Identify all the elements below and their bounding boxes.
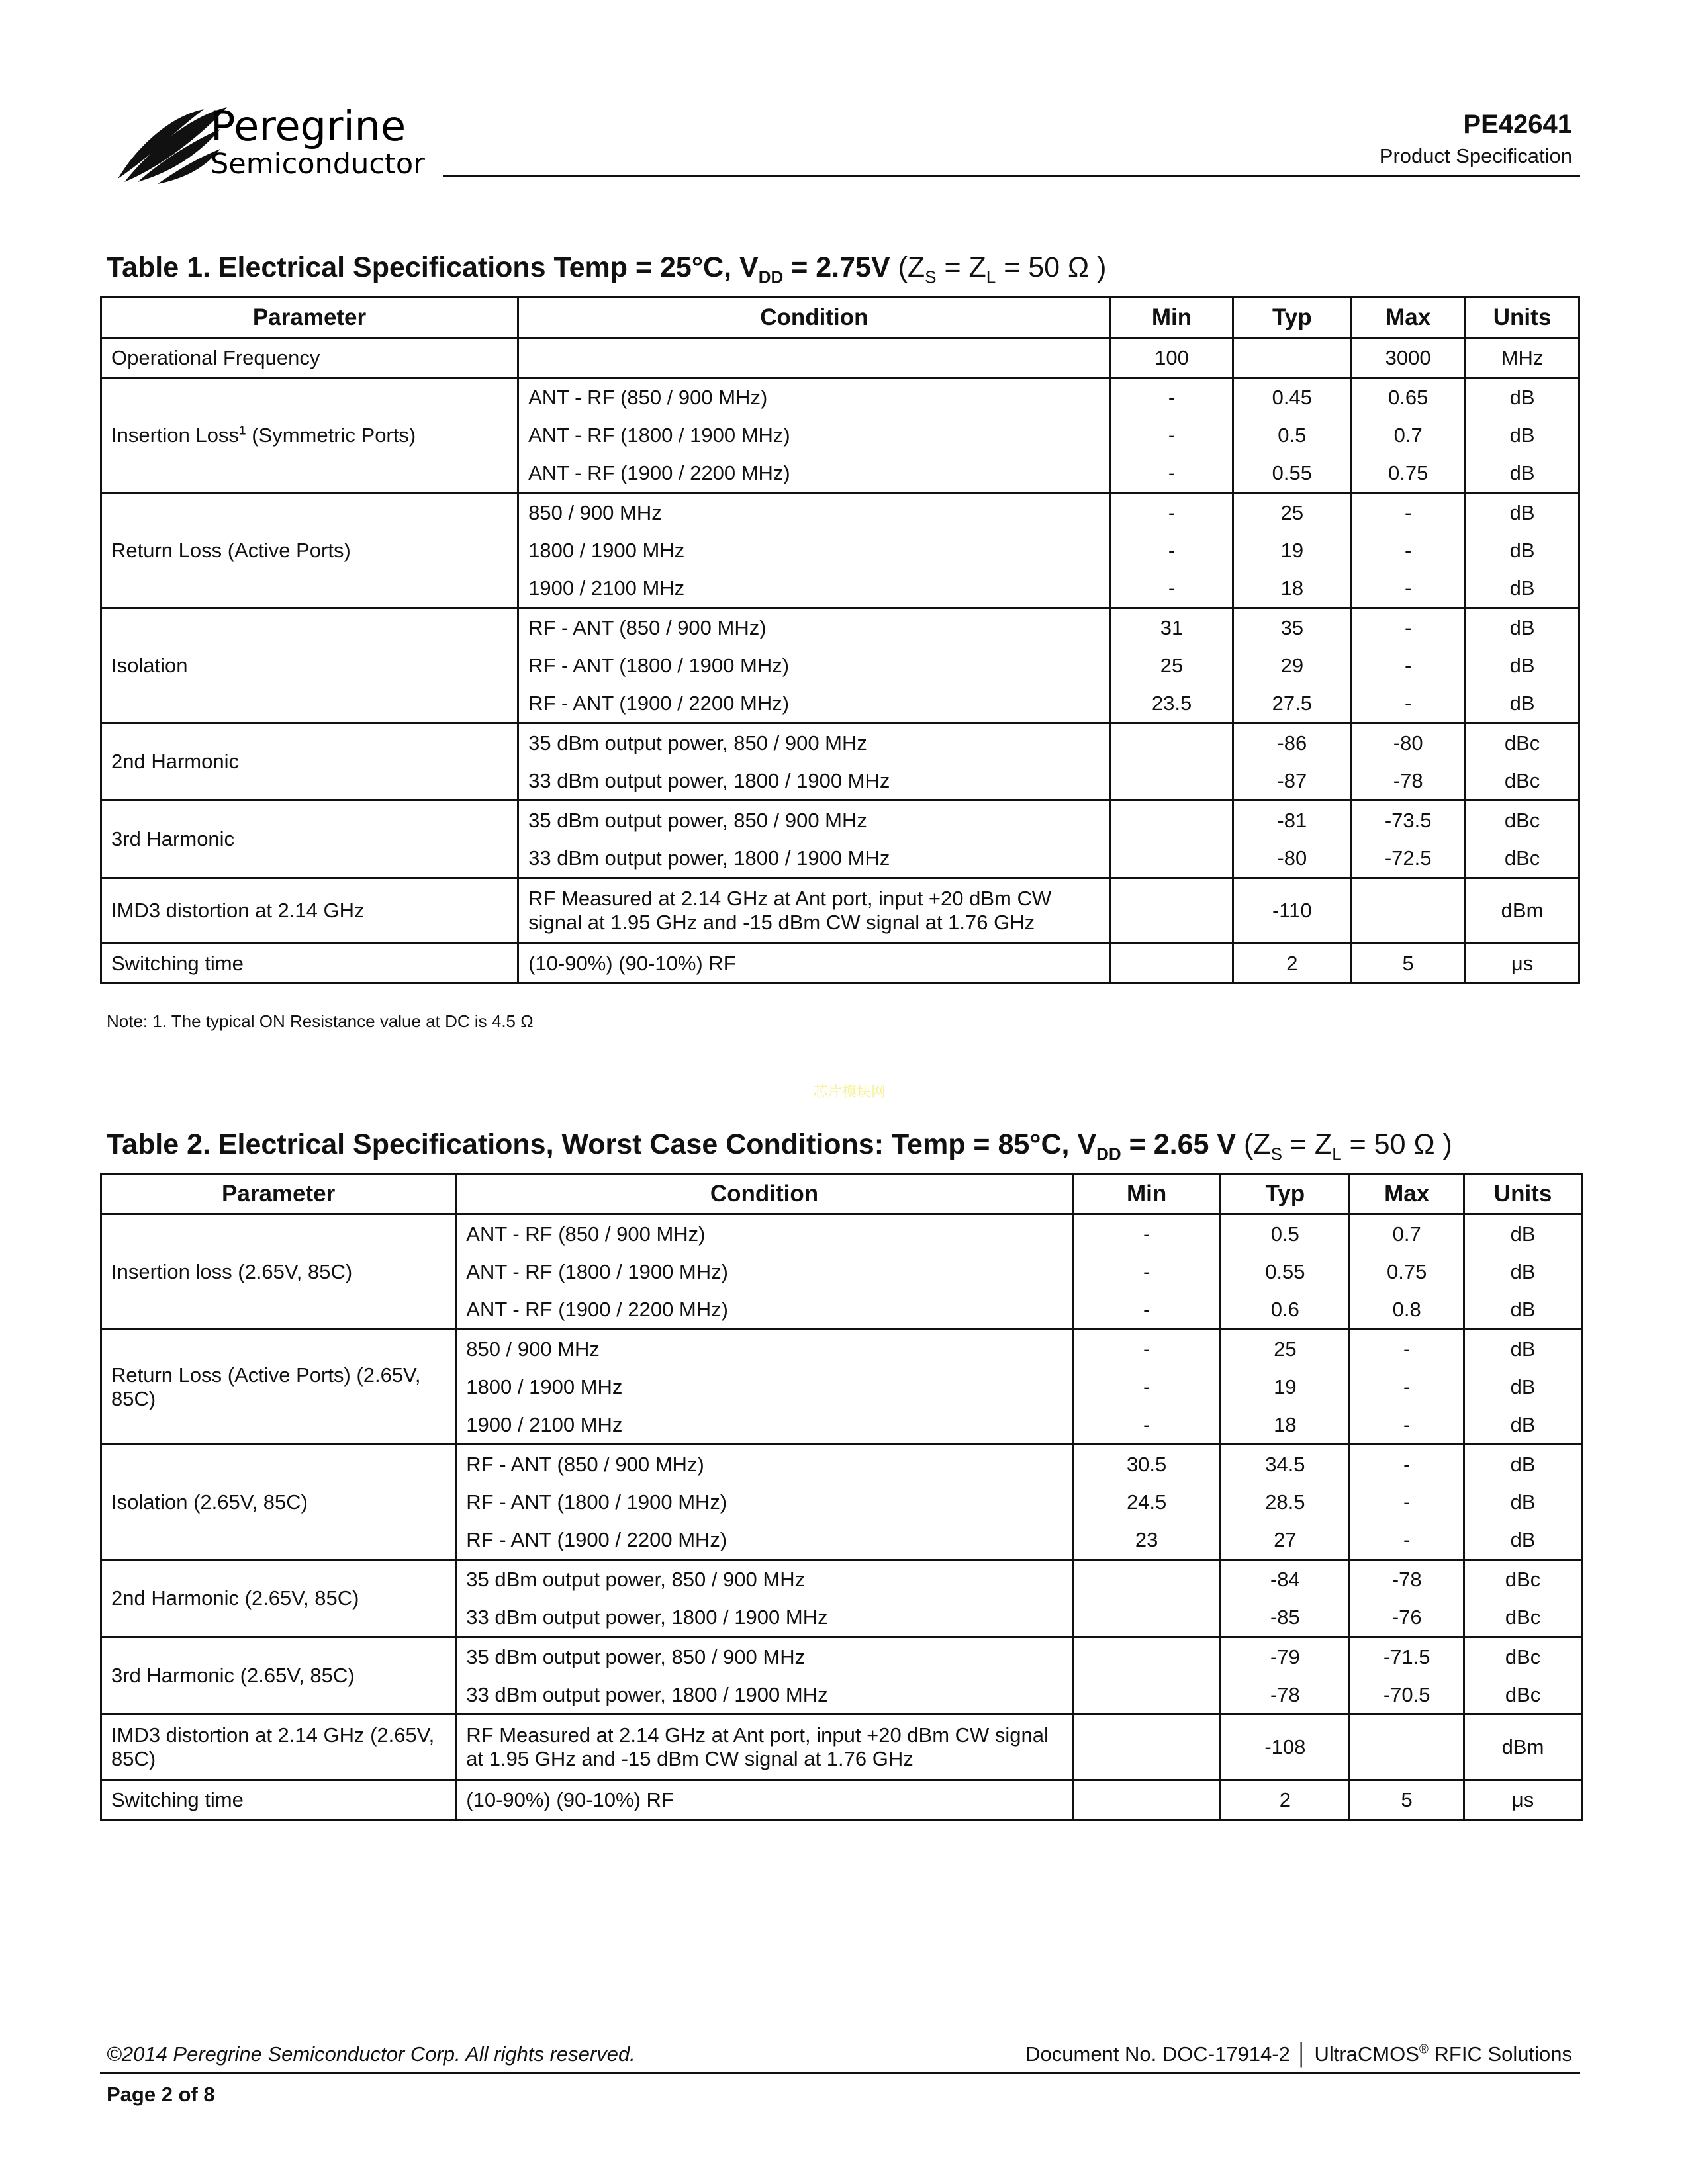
table-row (101, 1445, 1582, 1484)
column-header: Parameter (101, 298, 518, 338)
cond-cell: RF - ANT (850 / 900 MHz) (518, 608, 1111, 647)
max-cell: - (1350, 1483, 1464, 1521)
min-cell: - (1072, 1406, 1221, 1445)
max-cell: - (1350, 1445, 1464, 1484)
table-row (101, 723, 1579, 762)
max-cell: 0.8 (1350, 1291, 1464, 1330)
min-cell (1110, 801, 1233, 840)
cond-cell: RF - ANT (1900 / 2200 MHz) (518, 684, 1111, 723)
typ-cell: 28.5 (1221, 1483, 1350, 1521)
table-row (101, 1780, 1582, 1820)
typ-cell: 0.5 (1233, 416, 1351, 454)
units-cell: dBc (1466, 762, 1579, 801)
parameter-label: IMD3 distortion at 2.14 GHz (111, 899, 365, 922)
typ-cell: 35 (1233, 608, 1351, 647)
svg-text:Semiconductor: Semiconductor (211, 148, 425, 181)
parameter-cell (101, 338, 518, 378)
cond-cell: (10-90%) (90-10%) RF (518, 944, 1111, 983)
cond-cell: 35 dBm output power, 850 / 900 MHz (518, 723, 1111, 762)
typ-cell: 18 (1221, 1406, 1350, 1445)
min-cell (1072, 1598, 1221, 1637)
table-row (101, 608, 1579, 647)
footnote-ref: 1 (239, 424, 246, 438)
units-cell: μs (1464, 1780, 1582, 1820)
parameter-label: Return Loss (Active Ports) (111, 538, 351, 562)
parameter-label: 3rd Harmonic (2.65V, 85C) (111, 1664, 355, 1687)
max-cell: - (1351, 493, 1466, 532)
min-cell (1110, 878, 1233, 944)
min-cell: - (1110, 454, 1233, 493)
parameter-suffix: (Symmetric Ports) (246, 423, 416, 447)
table-row (101, 378, 1579, 417)
min-cell: 23 (1072, 1521, 1221, 1560)
cond-cell: RF - ANT (850 / 900 MHz) (456, 1445, 1072, 1484)
typ-cell: 29 (1233, 647, 1351, 684)
max-cell: -71.5 (1350, 1637, 1464, 1676)
parameter-cell (101, 944, 518, 983)
max-cell (1350, 1715, 1464, 1780)
units-cell: dB (1466, 454, 1579, 493)
cond-cell: 850 / 900 MHz (456, 1330, 1072, 1369)
units-cell: dBc (1464, 1637, 1582, 1676)
table-row (101, 801, 1579, 840)
parameter-label: IMD3 distortion at 2.14 GHz (2.65V, 85C) (111, 1723, 435, 1770)
typ-cell: 19 (1233, 531, 1351, 569)
cond-cell: 33 dBm output power, 1800 / 1900 MHz (456, 1598, 1072, 1637)
typ-cell: 2 (1221, 1780, 1350, 1820)
column-header: Parameter (101, 1174, 456, 1214)
parameter-label: Insertion loss (2.65V, 85C) (111, 1259, 353, 1283)
typ-cell: -108 (1221, 1715, 1350, 1780)
units-cell: dB (1464, 1330, 1582, 1369)
units-cell: dBc (1464, 1598, 1582, 1637)
column-header: Condition (456, 1174, 1072, 1214)
cond-cell: ANT - RF (850 / 900 MHz) (518, 378, 1111, 417)
units-cell: dBc (1466, 801, 1579, 840)
typ-cell: -87 (1233, 762, 1351, 801)
typ-cell: 2 (1233, 944, 1351, 983)
footer-rule (100, 2072, 1580, 2074)
parameter-cell (101, 1715, 456, 1780)
typ-cell: -78 (1221, 1676, 1350, 1715)
table1-electrical-specs (100, 296, 1580, 984)
cond-cell: 35 dBm output power, 850 / 900 MHz (456, 1560, 1072, 1599)
units-cell: dB (1466, 416, 1579, 454)
typ-cell: 0.55 (1221, 1253, 1350, 1291)
max-cell: - (1350, 1521, 1464, 1560)
parameter-cell (101, 1780, 456, 1820)
min-cell: - (1110, 378, 1233, 417)
max-cell (1351, 878, 1466, 944)
cond-cell: RF - ANT (1800 / 1900 MHz) (456, 1483, 1072, 1521)
cond-cell: 33 dBm output power, 1800 / 1900 MHz (518, 839, 1111, 878)
header-rule (443, 175, 1580, 177)
max-cell: 3000 (1351, 338, 1466, 378)
parameter-label: Isolation (2.65V, 85C) (111, 1490, 308, 1514)
parameter-cell (101, 378, 518, 493)
max-cell: 5 (1351, 944, 1466, 983)
min-cell (1072, 1676, 1221, 1715)
part-number: PE42641 (1463, 110, 1572, 139)
min-cell (1110, 944, 1233, 983)
header-row (101, 298, 1579, 338)
typ-cell: 25 (1221, 1330, 1350, 1369)
units-cell: dB (1466, 569, 1579, 608)
min-cell: 31 (1110, 608, 1233, 647)
cond-cell: 1800 / 1900 MHz (518, 531, 1111, 569)
max-cell: 0.75 (1351, 454, 1466, 493)
cond-cell: RF - ANT (1900 / 2200 MHz) (456, 1521, 1072, 1560)
parameter-label: Operational Frequency (111, 345, 320, 369)
svg-text:Peregrine: Peregrine (211, 102, 406, 150)
table-row (101, 1637, 1582, 1676)
doc-type: Product Specification (1379, 144, 1572, 167)
page-number: Page 2 of 8 (107, 2083, 215, 2106)
typ-cell: 25 (1233, 493, 1351, 532)
min-cell (1072, 1715, 1221, 1780)
parameter-cell (101, 1637, 456, 1715)
units-cell: dB (1464, 1291, 1582, 1330)
units-cell: dBm (1466, 878, 1579, 944)
cond-cell: ANT - RF (1900 / 2200 MHz) (456, 1291, 1072, 1330)
min-cell (1072, 1637, 1221, 1676)
max-cell: 0.75 (1350, 1253, 1464, 1291)
header-row (101, 1174, 1582, 1214)
max-cell: -78 (1350, 1560, 1464, 1599)
parameter-label: Switching time (111, 1788, 244, 1811)
units-cell: dB (1464, 1368, 1582, 1406)
units-cell: dB (1466, 647, 1579, 684)
typ-cell: -80 (1233, 839, 1351, 878)
min-cell: - (1110, 416, 1233, 454)
units-cell: dB (1464, 1521, 1582, 1560)
units-cell: dB (1466, 493, 1579, 532)
min-cell: - (1072, 1253, 1221, 1291)
typ-cell: 0.5 (1221, 1214, 1350, 1253)
typ-cell: -79 (1221, 1637, 1350, 1676)
cond-cell: ANT - RF (1800 / 1900 MHz) (456, 1253, 1072, 1291)
typ-cell: 0.45 (1233, 378, 1351, 417)
column-header: Units (1464, 1174, 1582, 1214)
cond-cell: 1900 / 2100 MHz (518, 569, 1111, 608)
min-cell: 25 (1110, 647, 1233, 684)
min-cell: 24.5 (1072, 1483, 1221, 1521)
max-cell: - (1350, 1406, 1464, 1445)
units-cell: dBc (1466, 839, 1579, 878)
units-cell: dBm (1464, 1715, 1582, 1780)
cond-cell: RF Measured at 2.14 GHz at Ant port, input +20 dBm CW signal at 1.95 GHz and -15 dBm CW signal at 1.76 GHz (518, 878, 1111, 944)
parameter-cell (101, 1330, 456, 1445)
cond-cell: 35 dBm output power, 850 / 900 MHz (456, 1637, 1072, 1676)
min-cell (1072, 1560, 1221, 1599)
cond-cell: 1800 / 1900 MHz (456, 1368, 1072, 1406)
parameter-cell (101, 493, 518, 608)
min-cell (1110, 762, 1233, 801)
min-cell: 23.5 (1110, 684, 1233, 723)
parameter-label: 2nd Harmonic (2.65V, 85C) (111, 1586, 359, 1610)
min-cell: 30.5 (1072, 1445, 1221, 1484)
typ-cell: 19 (1221, 1368, 1350, 1406)
units-cell: dB (1466, 684, 1579, 723)
min-cell: 100 (1110, 338, 1233, 378)
min-cell (1110, 723, 1233, 762)
table1-title: Table 1. Electrical Specifications Temp = 25°C, $V_{DD} = 2.75V$ ($Z_S = Z_L = 50$ Ω ) (107, 251, 1107, 287)
min-cell: - (1072, 1291, 1221, 1330)
column-header: Min (1110, 298, 1233, 338)
parameter-cell (101, 801, 518, 878)
cond-cell: ANT - RF (1800 / 1900 MHz) (518, 416, 1111, 454)
min-cell (1110, 839, 1233, 878)
units-cell: μs (1466, 944, 1579, 983)
min-cell: - (1072, 1330, 1221, 1369)
max-cell: - (1351, 684, 1466, 723)
column-header: Min (1072, 1174, 1221, 1214)
cond-cell: RF - ANT (1800 / 1900 MHz) (518, 647, 1111, 684)
table-row (101, 493, 1579, 532)
max-cell: - (1351, 531, 1466, 569)
max-cell: -80 (1351, 723, 1466, 762)
typ-cell: 18 (1233, 569, 1351, 608)
units-cell: dB (1466, 378, 1579, 417)
column-header: Units (1466, 298, 1579, 338)
peregrine-logo (111, 99, 425, 185)
max-cell: - (1351, 569, 1466, 608)
units-cell: dB (1464, 1445, 1582, 1484)
column-header: Typ (1233, 298, 1351, 338)
column-header: Max (1351, 298, 1466, 338)
cond-cell: ANT - RF (1900 / 2200 MHz) (518, 454, 1111, 493)
parameter-cell (101, 1214, 456, 1330)
parameter-label: Return Loss (Active Ports) (2.65V, 85C) (111, 1363, 421, 1410)
typ-cell: 0.6 (1221, 1291, 1350, 1330)
min-cell: - (1110, 531, 1233, 569)
column-header: Max (1350, 1174, 1464, 1214)
max-cell: - (1351, 647, 1466, 684)
units-cell: dB (1466, 608, 1579, 647)
parameter-label: 3rd Harmonic (111, 827, 235, 850)
max-cell: - (1351, 608, 1466, 647)
max-cell: 5 (1350, 1780, 1464, 1820)
typ-cell: -85 (1221, 1598, 1350, 1637)
min-cell: - (1110, 493, 1233, 532)
column-header: Typ (1221, 1174, 1350, 1214)
units-cell: dB (1464, 1214, 1582, 1253)
parameter-cell (101, 723, 518, 801)
table-row (101, 1560, 1582, 1599)
table2-title: Table 2. Electrical Specifications, Worst Case Conditions: Temp = 85°C, $V_{DD} = 2.65$ V ($Z_S = Z_L = 50$ Ω ) (107, 1128, 1452, 1164)
watermark: 芯片模块网 (813, 1083, 886, 1100)
typ-cell: 27.5 (1233, 684, 1351, 723)
max-cell: -78 (1351, 762, 1466, 801)
parameter-label: Insertion Loss (111, 423, 239, 447)
typ-cell: -110 (1233, 878, 1351, 944)
units-cell: dBc (1464, 1676, 1582, 1715)
units-cell: dBc (1464, 1560, 1582, 1599)
cond-cell: RF Measured at 2.14 GHz at Ant port, input +20 dBm CW signal at 1.95 GHz and -15 dBm CW signal at 1.76 GHz (456, 1715, 1072, 1780)
min-cell: - (1072, 1368, 1221, 1406)
table-row (101, 878, 1579, 944)
typ-cell (1233, 338, 1351, 378)
cond-cell: 35 dBm output power, 850 / 900 MHz (518, 801, 1111, 840)
max-cell: -72.5 (1351, 839, 1466, 878)
min-cell: - (1110, 569, 1233, 608)
table1-note: Note: 1. The typical ON Resistance value at DC is 4.5 Ω (107, 1011, 534, 1031)
units-cell: dB (1466, 531, 1579, 569)
max-cell: -70.5 (1350, 1676, 1464, 1715)
table-row (101, 944, 1579, 983)
typ-cell: -86 (1233, 723, 1351, 762)
cond-cell: 33 dBm output power, 1800 / 1900 MHz (456, 1676, 1072, 1715)
table-row (101, 1214, 1582, 1253)
min-cell (1072, 1780, 1221, 1820)
typ-cell: 0.55 (1233, 454, 1351, 493)
parameter-cell (101, 1445, 456, 1560)
typ-cell: 27 (1221, 1521, 1350, 1560)
parameter-label: 2nd Harmonic (111, 750, 239, 773)
cond-cell: (10-90%) (90-10%) RF (456, 1780, 1072, 1820)
max-cell: - (1350, 1330, 1464, 1369)
cond-cell: 850 / 900 MHz (518, 493, 1111, 532)
max-cell: -73.5 (1351, 801, 1466, 840)
units-cell: dBc (1466, 723, 1579, 762)
max-cell: 0.7 (1350, 1214, 1464, 1253)
document-number: Document No. DOC-17914-2 │ UltraCMOS® RFIC Solutions (1025, 2042, 1572, 2066)
cond-cell (518, 338, 1111, 378)
max-cell: - (1350, 1368, 1464, 1406)
column-header: Condition (518, 298, 1111, 338)
max-cell: -76 (1350, 1598, 1464, 1637)
table2-worst-case-specs (100, 1173, 1583, 1821)
units-cell: MHz (1466, 338, 1579, 378)
cond-cell: ANT - RF (850 / 900 MHz) (456, 1214, 1072, 1253)
parameter-cell (101, 1560, 456, 1637)
parameter-cell (101, 608, 518, 723)
max-cell: 0.65 (1351, 378, 1466, 417)
units-cell: dB (1464, 1483, 1582, 1521)
parameter-cell (101, 878, 518, 944)
min-cell: - (1072, 1214, 1221, 1253)
table-row (101, 338, 1579, 378)
parameter-label: Isolation (111, 653, 188, 677)
typ-cell: -84 (1221, 1560, 1350, 1599)
units-cell: dB (1464, 1406, 1582, 1445)
copyright: ©2014 Peregrine Semiconductor Corp. All rights reserved. (107, 2042, 635, 2066)
typ-cell: -81 (1233, 801, 1351, 840)
cond-cell: 1900 / 2100 MHz (456, 1406, 1072, 1445)
units-cell: dB (1464, 1253, 1582, 1291)
table-row (101, 1330, 1582, 1369)
typ-cell: 34.5 (1221, 1445, 1350, 1484)
parameter-label: Switching time (111, 951, 244, 975)
table-row (101, 1715, 1582, 1780)
cond-cell: 33 dBm output power, 1800 / 1900 MHz (518, 762, 1111, 801)
max-cell: 0.7 (1351, 416, 1466, 454)
